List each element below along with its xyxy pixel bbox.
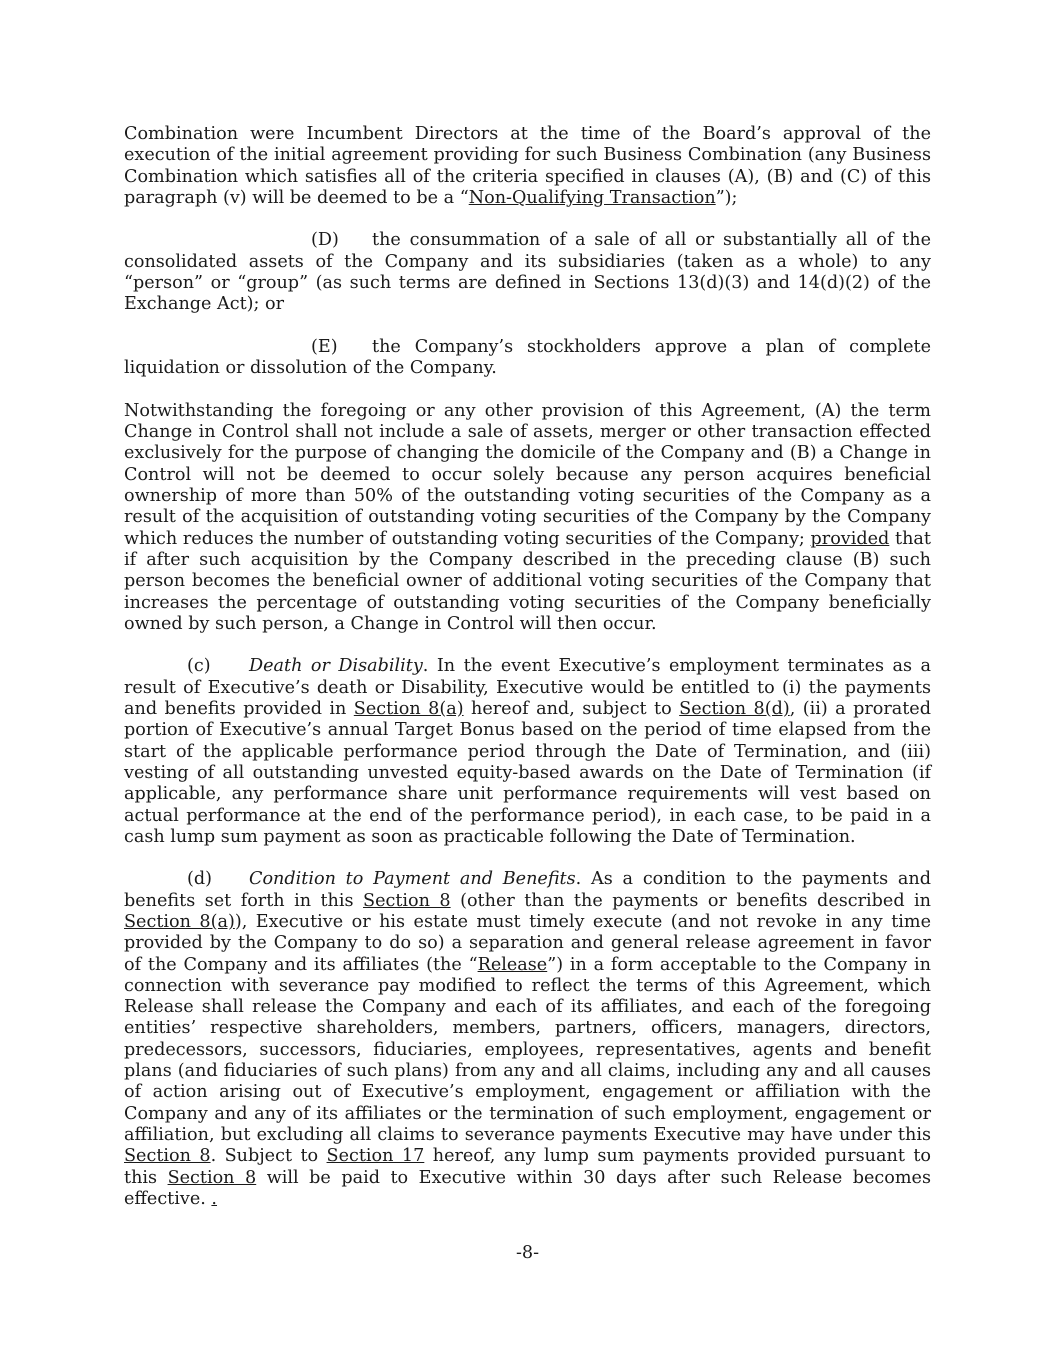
clause-d-label: (D) [311,230,339,251]
page-number: -8- [515,1243,540,1263]
clause-d: (D) the consummation of a sale of all or substantially all of the consolidated assets of the Company and its subsidiaries (taken as a whole) to any “person” or “group” (as such terms are defined in Sections 13(d)(3) and 14(d)(2) of the Exchange Act); or [124,230,931,315]
clause-e: (E) the Company’s stockholders approve a plan of complete liquidation or dissolution of the Company. [124,336,931,379]
section-ref-8a: Section 8(a) [353,699,464,720]
paragraph-notwithstanding: Notwithstanding the foregoing or any other provision of this Agreement, (A) the term Change in Control shall not include a sale of assets, merger or other transaction effected exclusively for the purpose of changing the domicile of the Company and (B) a Change in Control will not be deemed to occur solely because any person acquires beneficial ownership of more than 50% of the outstanding voting securities of the Company as a result of the acquisition of outstanding voting securities of the Company by the Company which reduces the number of outstanding voting securities of the Company; provided that if after such acquisition by the Company described in the preceding clause (B) such person becomes the beneficial owner of additional voting securities of the Company that increases the percentage of outstanding voting securities of the Company beneficially owned by such person, a Change in Control will then occur. [124,400,931,634]
section-d-condition-to-payment: (d) Condition to Payment and Benefits. As a condition to the payments and benefits set forth in this Section 8 (other than the payments or benefits described in Section 8(a)), Executive or his estate must timely execute (and not revoke in any time provided by the Company to do so) a separation and general release agreement in favor of the Company and its affiliates (the “Release”) in a form acceptable to the Company in connection with severance pay modified to reflect the terms of this Agreement, which Release shall release the Company and each of its affiliates, and each of the foregoing entities’ respective shareholders, members, partners, officers, managers, directors, predecessors, successors, fiduciaries, employees, representatives, agents and benefit plans (and fiduciaries of such plans) from any and all claims, including any and all causes of action arising out of Executive’s employment, engagement or affiliation with the Company and any of its affiliates or the termination of such employment, engagement or affiliation, but excluding all claims to severance payments Executive may have under this Section 8. Subject to Section 17 hereof, any lump sum payments provided pursuant to this Section 8 will be paid to Executive within 30 days after such Release becomes effective. . [124,869,932,1209]
section-ref-8d: Section 8(d) [679,699,790,720]
section-c-label: (c) [187,656,211,677]
document-body [124,124,931,1231]
term-provided: provided [810,528,890,549]
clause-e-label: (E) [311,336,338,357]
section-ref-8: Section 8 [167,1167,257,1188]
defined-term-non-qualifying-transaction: Non-Qualifying Transaction [468,187,716,208]
paragraph-business-combination: Combination were Incumbent Directors at the time of the Board’s approval of the execution of the initial agreement providing for such Business Combination (any Business Combination which satisfies all of the criteria specified in clauses (A), (B) and (C) of this paragraph (v) will be deemed to be a “Non-Qualifying Transaction”); [124,124,931,208]
section-d-label: (d) [187,869,212,890]
section-d-heading: Condition to Payment and Benefits [249,869,576,890]
section-ref-8: Section 8 [363,890,451,911]
section-ref-8: Section 8 [124,1146,211,1167]
section-c-heading: Death or Disability [249,656,423,677]
section-ref-8a: Section 8(a) [124,911,235,932]
defined-term-release: Release [477,954,548,975]
section-ref-17: Section 17 [326,1146,425,1167]
trailing-period: . [211,1188,218,1209]
section-c-death-or-disability: (c) Death or Disability. In the event Executive’s employment terminates as a result of Executive’s death or Disability, Executive would be entitled to (i) the payments and benefits provided in Section 8(a) hereof and, subject to Section 8(d), (ii) a prorated portion of Executive’s annual Target Bonus based on the period of time elapsed from the start of the applicable performance period through the Date of Termination, and (iii) vesting of all outstanding unvested equity-based awards on the Date of Termination (if applicable, any performance share unit performance requirements will vest based on actual performance at the end of the performance period), in each case, to be paid in a cash lump sum payment as soon as practicable following the Date of Termination. [124,656,931,847]
